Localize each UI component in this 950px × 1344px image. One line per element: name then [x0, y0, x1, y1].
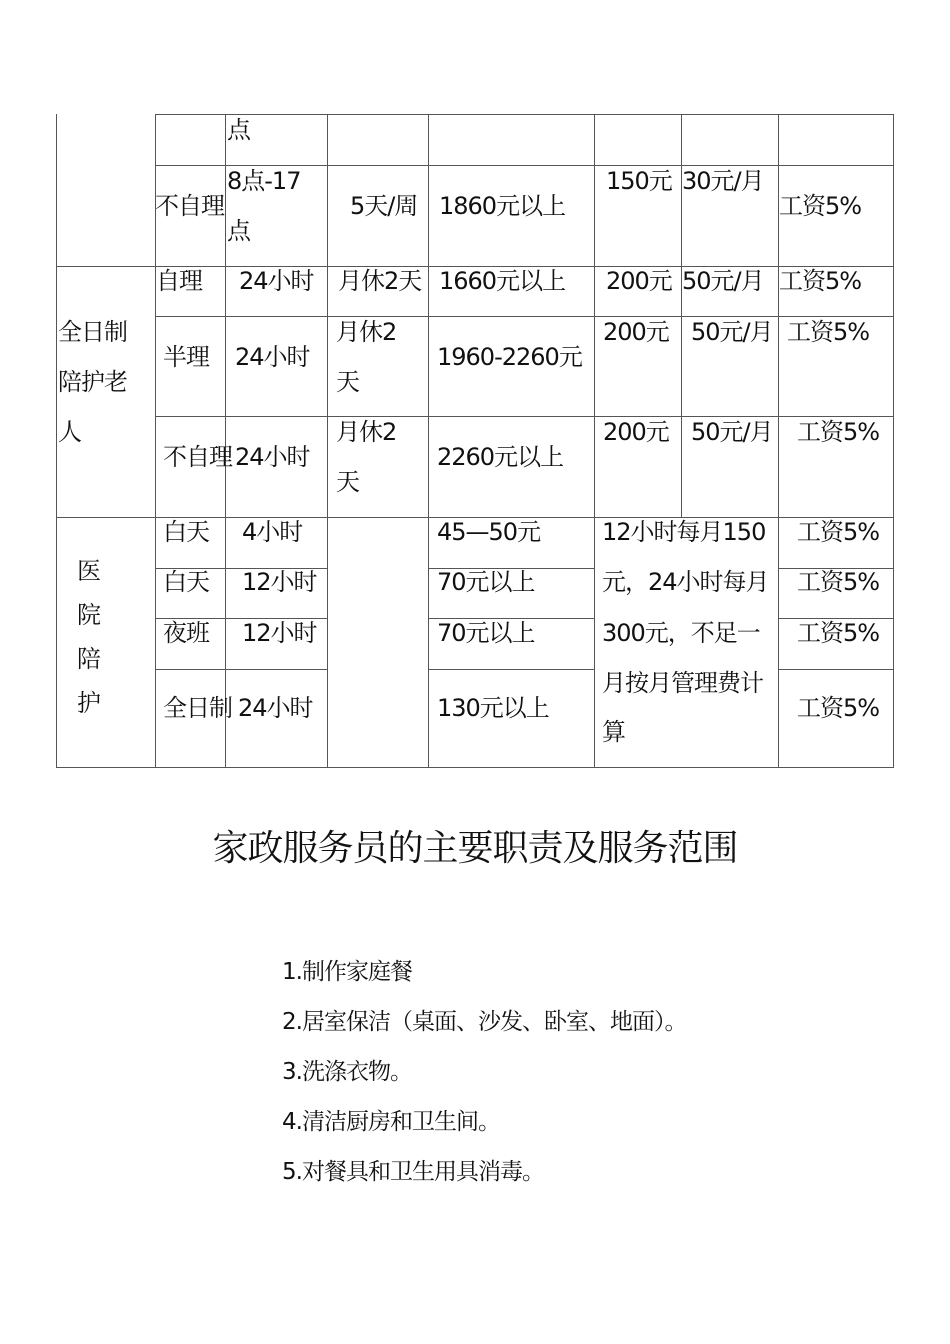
- days-cell: 天: [336, 368, 359, 396]
- table-rule: [155, 316, 894, 317]
- care-type-cell: 不自理: [163, 443, 232, 471]
- care-type-cell: 白天: [163, 518, 209, 546]
- deposit-cell: 工资5%: [797, 418, 880, 446]
- time-cell: 12小时: [242, 568, 317, 596]
- mgmt-cell: 50元/月: [691, 418, 773, 446]
- group-label-hospital: 医: [77, 557, 100, 585]
- mgmt-cell: 50元/月: [691, 318, 773, 346]
- table-rule: [428, 669, 594, 670]
- time-cell: 8点-17: [227, 167, 301, 195]
- salary-cell: 1960-2260元: [437, 343, 582, 371]
- table-rule: [327, 114, 328, 768]
- duty-item: 2.居室保洁（桌面、沙发、卧室、地面）。: [282, 1009, 687, 1035]
- care-type-cell: 白天: [163, 568, 209, 596]
- group-label-hospital: 护: [77, 689, 100, 717]
- care-type-cell: 全日制: [163, 694, 232, 722]
- deposit-cell: 工资5%: [779, 192, 862, 220]
- mgmt-cell: 50元/月: [682, 267, 764, 295]
- fee-cell: 200元: [606, 267, 672, 295]
- deposit-cell: 工资5%: [797, 518, 880, 546]
- salary-cell: 1860元以上: [439, 192, 566, 220]
- table-rule: [56, 767, 894, 768]
- mgmt-cell: 30元/月: [682, 167, 764, 195]
- table-rule: [56, 114, 57, 768]
- time-cell: 点: [227, 217, 250, 245]
- duty-item: 3.洗涤衣物。: [282, 1059, 412, 1085]
- management-fee-note: 300元，不足一: [602, 619, 760, 647]
- time-cell: 24小时: [235, 443, 310, 471]
- fee-cell: 150元: [606, 167, 672, 195]
- salary-cell: 70元以上: [437, 568, 535, 596]
- management-fee-note: 12小时每月150: [602, 518, 766, 546]
- deposit-cell: 工资5%: [797, 619, 880, 647]
- table-rule: [893, 114, 894, 768]
- deposit-cell: 工资5%: [797, 694, 880, 722]
- management-fee-note: 月按月管理费计: [602, 669, 763, 697]
- section-title: 家政服务员的主要职责及服务范围: [212, 828, 738, 869]
- duty-item: 5.对餐具和卫生用具消毒。: [282, 1159, 544, 1185]
- table-rule: [155, 416, 894, 417]
- days-cell: 5天/周: [350, 192, 418, 220]
- table-rule: [155, 114, 894, 115]
- time-cell: 4小时: [242, 518, 303, 546]
- group-label-fullday: 全日制: [58, 318, 127, 346]
- time-cell: 24小时: [235, 343, 310, 371]
- care-type-cell: 夜班: [163, 619, 209, 647]
- table-rule: [155, 669, 327, 670]
- time-cell: 12小时: [242, 619, 317, 647]
- time-cell: 24小时: [239, 267, 314, 295]
- management-fee-note: 算: [602, 718, 625, 746]
- table-rule: [594, 114, 595, 768]
- duty-item: 4.清洁厨房和卫生间。: [282, 1109, 500, 1135]
- table-rule: [778, 669, 894, 670]
- days-cell: 月休2: [336, 418, 397, 446]
- group-label-fullday: 人: [58, 418, 81, 446]
- deposit-cell: 工资5%: [779, 267, 862, 295]
- duty-item: 1.制作家庭餐: [282, 959, 412, 985]
- days-cell: 天: [336, 468, 359, 496]
- management-fee-note: 元，24小时每月: [602, 568, 769, 596]
- salary-cell: 2260元以上: [437, 443, 564, 471]
- days-cell: 月休2: [336, 318, 397, 346]
- group-label-hospital: 陪: [77, 645, 100, 673]
- group-label-fullday: 陪护老: [58, 368, 127, 396]
- fee-cell: 200元: [603, 318, 669, 346]
- care-type-cell: 半理: [163, 343, 209, 371]
- time-cell: 24小时: [238, 694, 313, 722]
- deposit-cell: 工资5%: [787, 318, 870, 346]
- care-type-cell: 不自理: [155, 192, 224, 220]
- salary-cell: 45—50元: [437, 518, 541, 546]
- time-cell: 点: [227, 116, 250, 144]
- salary-cell: 1660元以上: [439, 267, 566, 295]
- group-label-hospital: 院: [77, 601, 100, 629]
- days-cell: 月休2天: [338, 267, 422, 295]
- deposit-cell: 工资5%: [797, 568, 880, 596]
- care-type-cell: 自理: [156, 267, 202, 295]
- fee-cell: 200元: [603, 418, 669, 446]
- salary-cell: 70元以上: [437, 619, 535, 647]
- salary-cell: 130元以上: [437, 694, 549, 722]
- table-rule: [428, 114, 429, 768]
